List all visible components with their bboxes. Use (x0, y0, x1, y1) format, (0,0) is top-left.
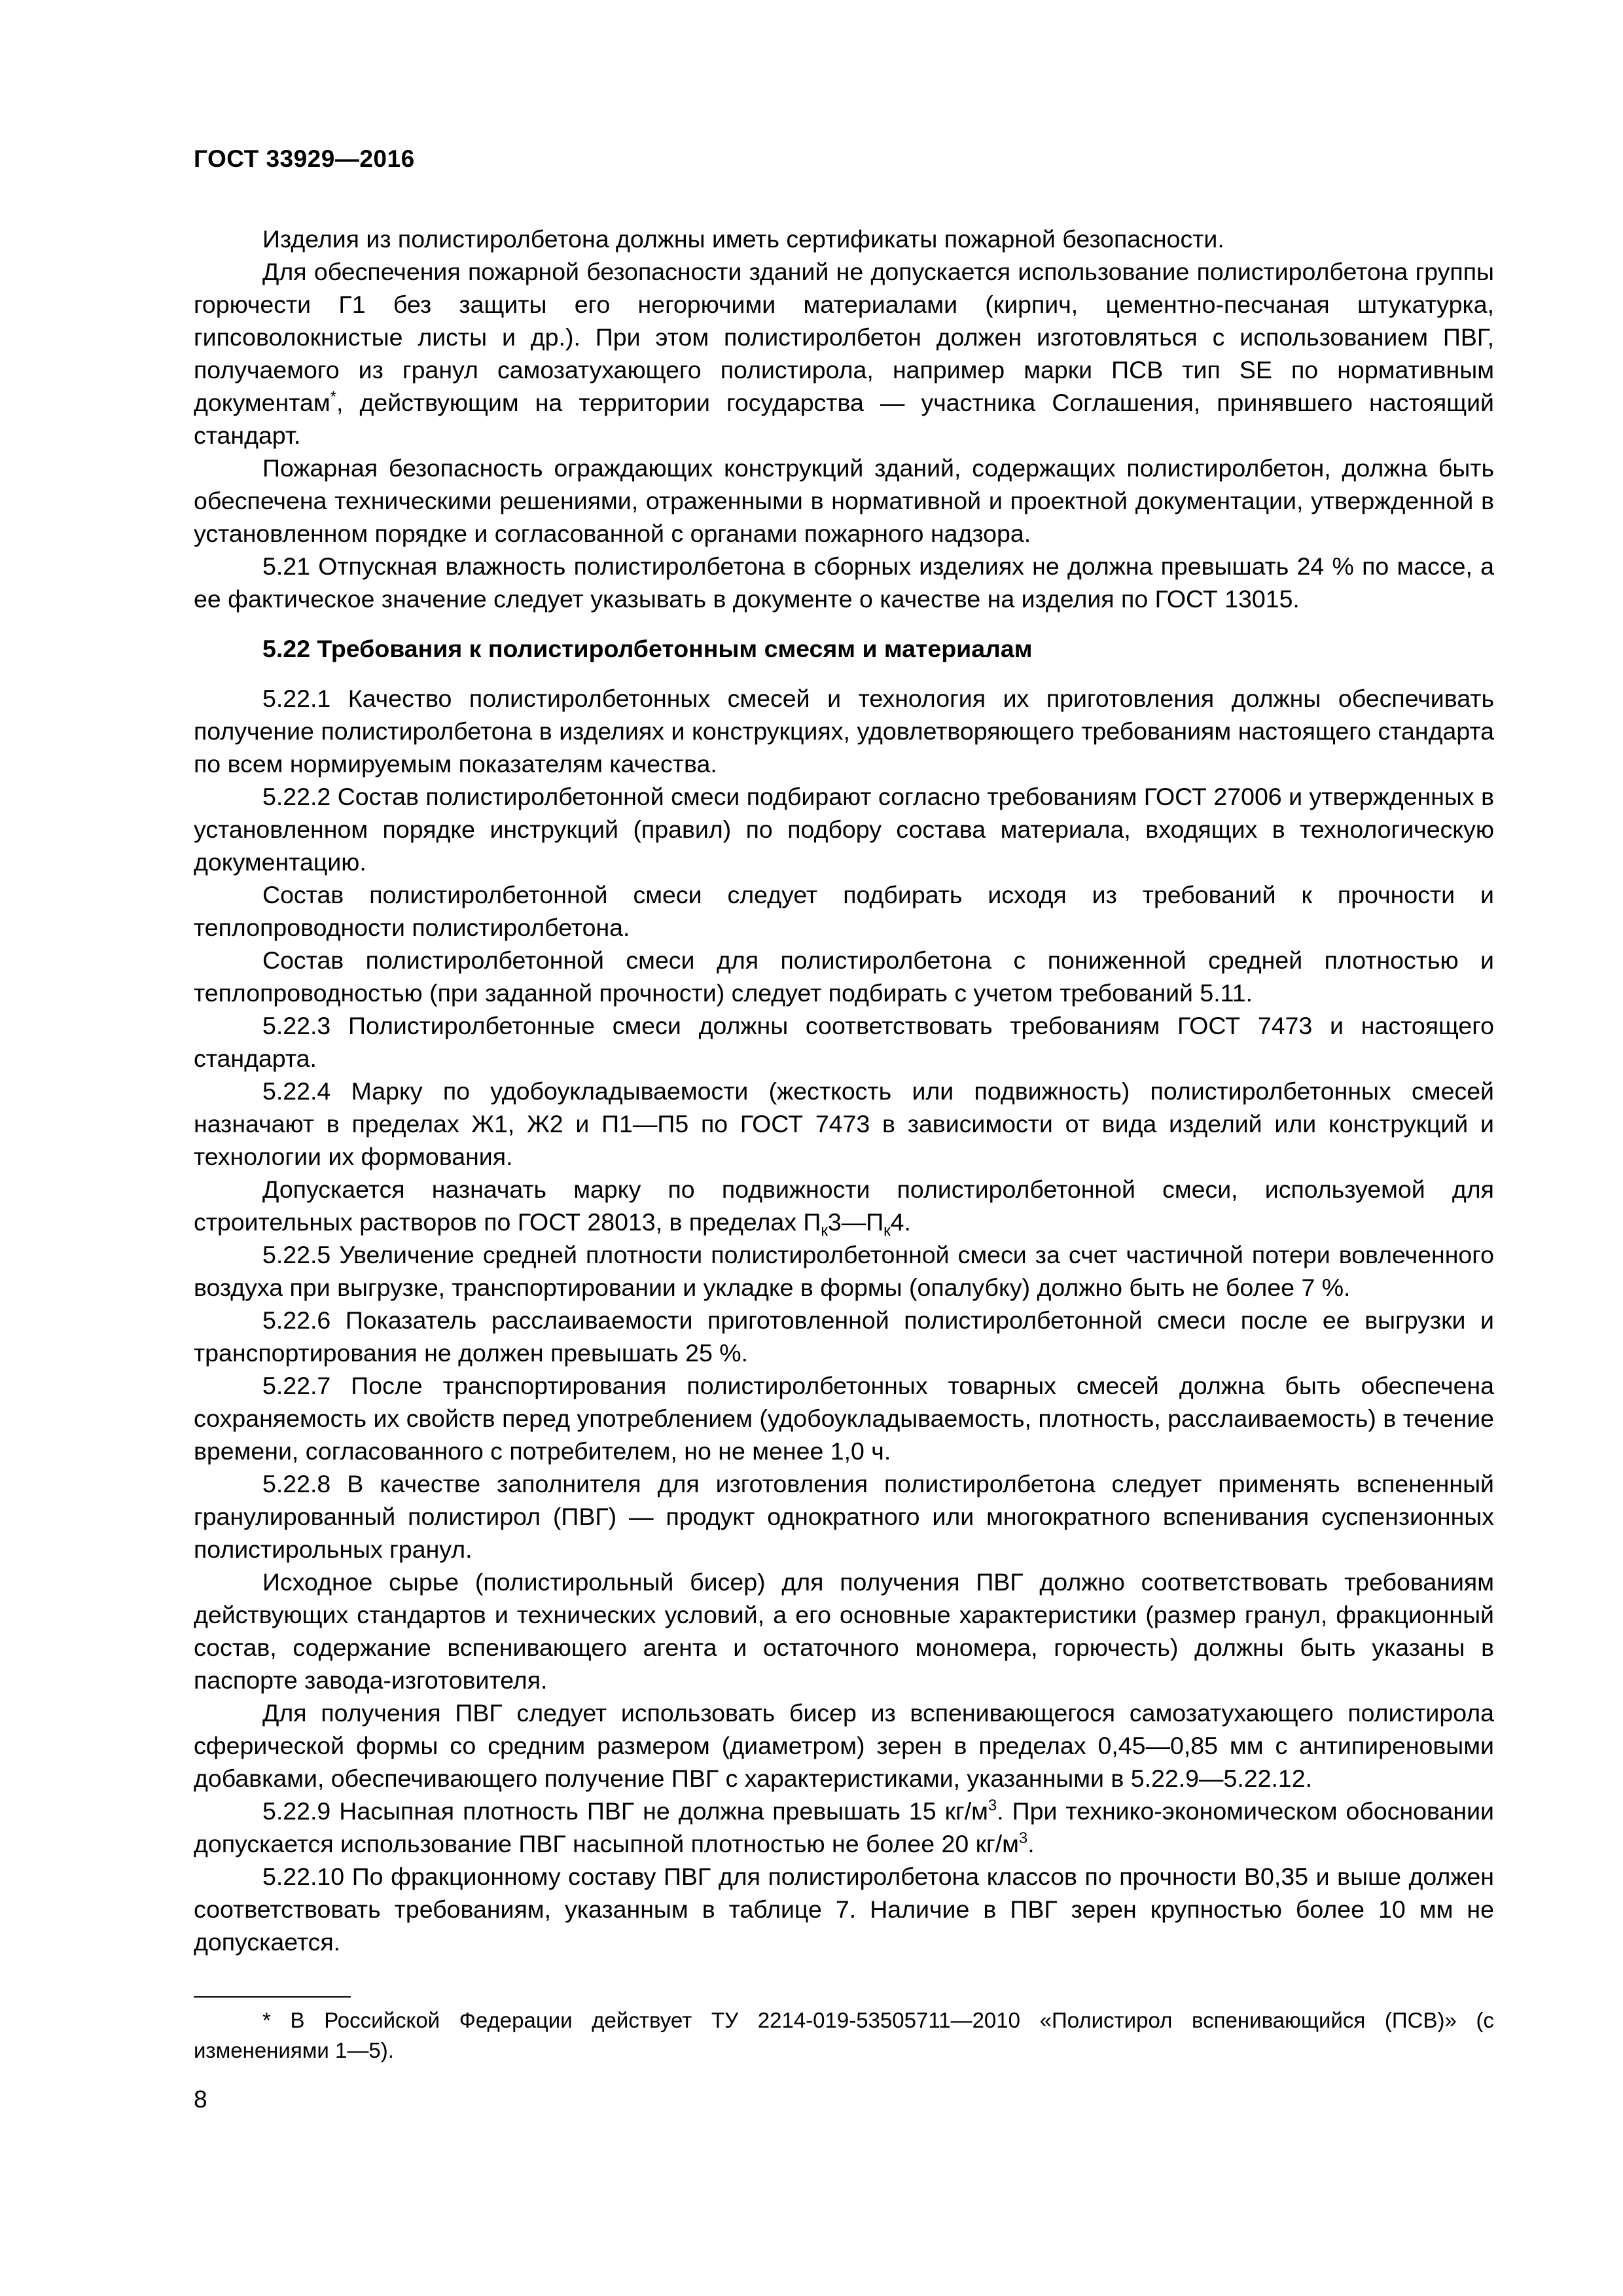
footnote (194, 2005, 1494, 2066)
paragraph: Изделия из полистиролбетона должны иметь сертификаты пожарной безопасности. (262, 225, 1224, 253)
paragraph: 5.22.8 В качестве заполнителя для изготовления полистиролбетона следует применять вспененный гранулированный полистирол (ПВГ) — продукт однократного или многократного вспенивания суспензионных полистирольных гранул. (194, 1470, 1494, 1563)
paragraph: 5.22.3 Полистиролбетонные смеси должны соответствовать требованиям ГОСТ 7473 и настоящего стандарта. (194, 1012, 1494, 1072)
paragraph: 5.22.2 Состав полистиролбетонной смеси подбирают согласно требованиям ГОСТ 27006 и утвержденных в установленном порядке инструкций (правил) по подбору состава материала, входящих в технологическую документацию. (194, 783, 1494, 876)
paragraph: 5.22.10 По фракционному составу ПВГ для полистиролбетона классов по прочности В0,35 и выше должен соответствовать требованиям, указанным в таблице 7. Наличие в ПВГ зерен крупностью более 10 мм не допускается. (194, 1863, 1494, 1956)
paragraph: 5.22.5 Увеличение средней плотности полистиролбетонной смеси за счет частичной потери вовлеченного воздуха при выгрузке, транспортировании и укладке в формы (опалубку) должно быть не более 7 %. (194, 1241, 1494, 1301)
paragraph: Для обеспечения пожарной безопасности зданий не допускается использование полистиролбетона группы горючести Г1 без защиты его негорючими материалами (кирпич, цементно-песчаная штукатурка, гипсоволокнистые листы и др.). При этом полистиролбетон должен изготовляться с использованием ПВГ, получаемого из гранул самозатухающего полистирола, например марки ПСВ тип SE по нормативным документам*, действующим на территории государства — участника Соглашения, принявшего настоящий стандарт. (194, 258, 1494, 449)
paragraph: Состав полистиролбетонной смеси для полистиролбетона с пониженной средней плотностью и теплопроводностью (при заданной прочности) следует подбирать с учетом требований 5.11. (194, 946, 1494, 1007)
paragraph: 5.22.1 Качество полистиролбетонных смесей и технология их приготовления должны обеспечивать получение полистиролбетона в изделиях и конструкциях, удовлетворяющего требованиям настоящего стандарта по всем нормируемым показателям качества. (194, 685, 1494, 778)
paragraph: 5.22.7 После транспортирования полистиролбетонных товарных смесей должна быть обеспечена сохраняемость их свойств перед употреблением (удобоукладываемость, плотность, расслаиваемость) в течение времени, согласованного с потребителем, но не менее 1,0 ч. (194, 1372, 1494, 1465)
paragraph: Исходное сырье (полистирольный бисер) для получения ПВГ должно соответствовать требованиям действующих стандартов и технических условий, а его основные характеристики (размер гранул, фракционный состав, содержание вспенивающего агента и остаточного мономера, горючесть) должны быть указаны в паспорте завода-изготовителя. (194, 1568, 1494, 1694)
footnote-text: В Российской Федерации действует ТУ 2214-019-53505711—2010 «Полистирол вспенивающийся (ПСВ)» (с изменениями 1—5). (194, 2008, 1494, 2062)
paragraph: Состав полистиролбетонной смеси следует подбирать исходя из требований к прочности и теплопроводности полистиролбетона. (194, 881, 1494, 941)
paragraph: Для получения ПВГ следует использовать бисер из вспенивающегося самозатухающего полистирола сферической формы со средним размером (диаметром) зерен в пределах 0,45—0,85 мм с антипиреновыми добавками, обеспечивающего получение ПВГ с характеристиками, указанными в 5.22.9—5.22.12. (194, 1699, 1494, 1792)
paragraph: 5.22.4 Марку по удобоукладываемости (жесткость или подвижность) полистиролбетонных смесей назначают в пределах Ж1, Ж2 и П1—П5 по ГОСТ 7473 в зависимости от вида изделий или конструкций и технологии их формования. (194, 1077, 1494, 1170)
paragraph: 5.21 Отпускная влажность полистиролбетона в сборных изделиях не должна превышать 24 % по массе, а ее фактическое значение следует указывать в документе о качестве на изделия по ГОСТ 13015. (194, 552, 1494, 613)
section-heading: 5.22 Требования к полистиролбетонным смесям и материалам (262, 635, 1033, 662)
footnote-separator (194, 1996, 351, 1998)
paragraph: 5.22.9 Насыпная плотность ПВГ не должна превышать 15 $кг/м^3$. При технико-экономическом обосновании допускается использование ПВГ насыпной плотностью не более 20 $кг/м^3$. (194, 1797, 1494, 1857)
footnote-mark: * (262, 2008, 271, 2032)
document-code-header: ГОСТ 33929—2016 (194, 145, 415, 172)
paragraph: 5.22.6 Показатель расслаиваемости приготовленной полистиролбетонной смеси после ее выгрузки и транспортирования не должен превышать 25 %. (194, 1306, 1494, 1367)
footnote-reference: * (330, 388, 336, 406)
paragraph: Пожарная безопасность ограждающих конструкций зданий, содержащих полистиролбетон, должна быть обеспечена техническими решениями, отраженными в нормативной и проектной документации, утвержденной в установленном порядке и согласованной с органами пожарного надзора. (194, 454, 1494, 547)
document-body (194, 223, 1494, 1958)
paragraph: Допускается назначать марку по подвижности полистиролбетонной смеси, используемой для строительных растворов по ГОСТ 28013, в пределах $П_к3—П_к4$. (194, 1175, 1494, 1240)
page-number: 8 (194, 2086, 207, 2113)
